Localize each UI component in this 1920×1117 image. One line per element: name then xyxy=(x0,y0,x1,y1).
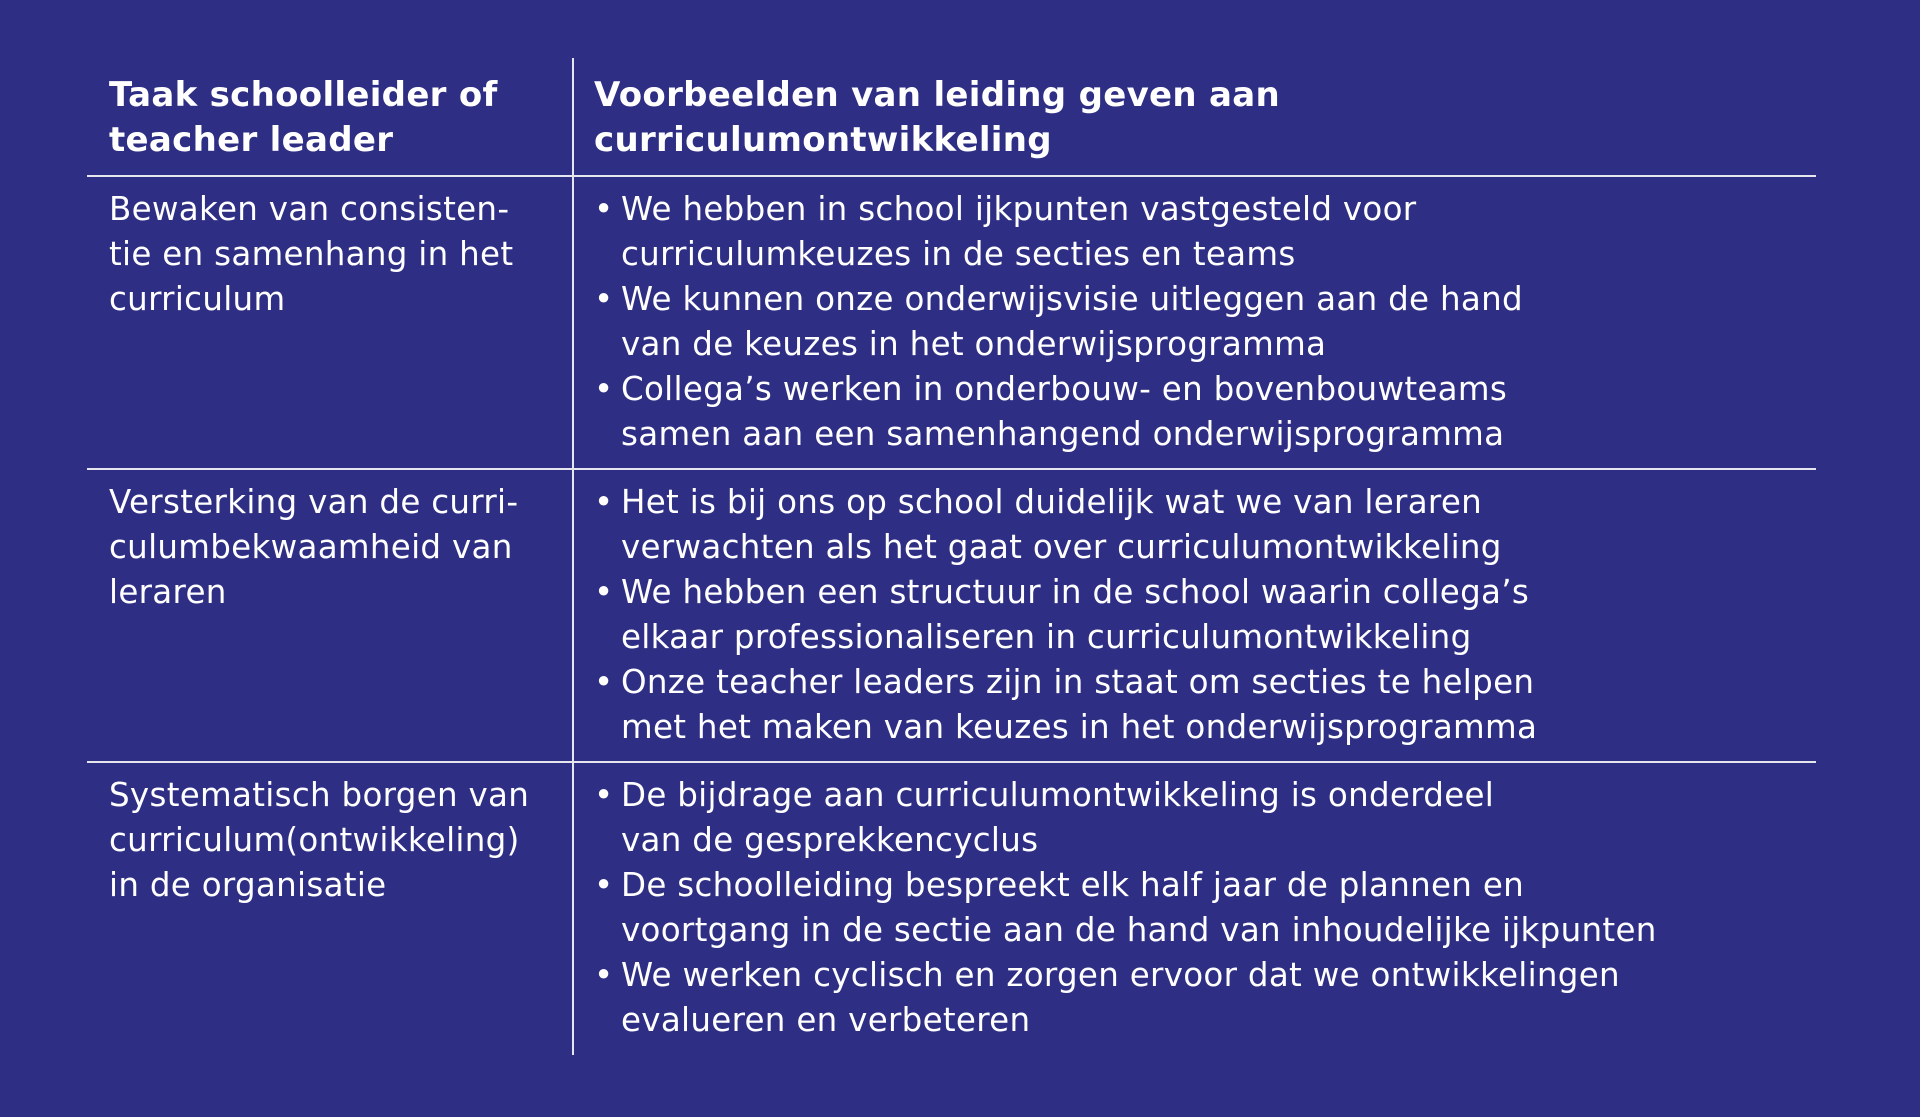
curriculum-leadership-table xyxy=(87,58,1816,1055)
header-task: Taak schoolleider of teacher leader xyxy=(109,75,498,160)
bullet-icon: • xyxy=(594,956,614,994)
row-1-examples xyxy=(594,187,1804,457)
list-item: • Onze teacher leaders zijn in staat om secties te helpen met het maken van keuzes in het onderwijsprogramma xyxy=(594,660,1804,750)
list-item: • We hebben in school ijkpunten vastgesteld voor curriculumkeuzes in de secties en teams xyxy=(594,187,1804,277)
bullet-icon: • xyxy=(594,370,614,408)
bullet-icon: • xyxy=(594,663,614,701)
list-item: • We hebben een structuur in de school waarin collega’s elkaar professionaliseren in curriculumontwikkeling xyxy=(594,570,1804,660)
header-examples: Voorbeelden van leiding geven aan curriculumontwikkeling xyxy=(594,75,1281,160)
row-2-examples xyxy=(594,480,1804,750)
bullet-icon: • xyxy=(594,776,614,814)
list-item: • Het is bij ons op school duidelijk wat we van leraren verwachten als het gaat over curriculumontwikkeling xyxy=(594,480,1804,570)
row-rule xyxy=(87,468,1816,470)
list-item: • We werken cyclisch en zorgen ervoor dat we ontwikkelingen evalueren en verbeteren xyxy=(594,953,1804,1043)
bullet-icon: • xyxy=(594,280,614,318)
row-1-task: Bewaken van consisten- tie en samenhang in het curriculum xyxy=(109,190,514,318)
list-item: • We kunnen onze onderwijsvisie uitleggen aan de hand van de keuzes in het onderwijsprogramma xyxy=(594,277,1804,367)
list-item: • Collega’s werken in onderbouw- en bovenbouwteams samen aan een samenhangend onderwijsprogramma xyxy=(594,367,1804,457)
bullet-icon: • xyxy=(594,866,614,904)
bullet-icon: • xyxy=(594,573,614,611)
row-2-task: Versterking van de curri- culumbekwaamheid van leraren xyxy=(109,483,519,611)
header-rule xyxy=(87,175,1816,177)
row-3-examples xyxy=(594,773,1804,1043)
list-item: • De schoolleiding bespreekt elk half jaar de plannen en voortgang in de sectie aan de hand van inhoudelijke ijkpunten xyxy=(594,863,1804,953)
bullet-icon: • xyxy=(594,190,614,228)
bullet-icon: • xyxy=(594,483,614,521)
list-item: • De bijdrage aan curriculumontwikkeling is onderdeel van de gesprekkencyclus xyxy=(594,773,1804,863)
column-divider xyxy=(572,58,574,1055)
row-rule xyxy=(87,761,1816,763)
row-3-task: Systematisch borgen van curriculum(ontwikkeling) in de organisatie xyxy=(109,776,530,904)
